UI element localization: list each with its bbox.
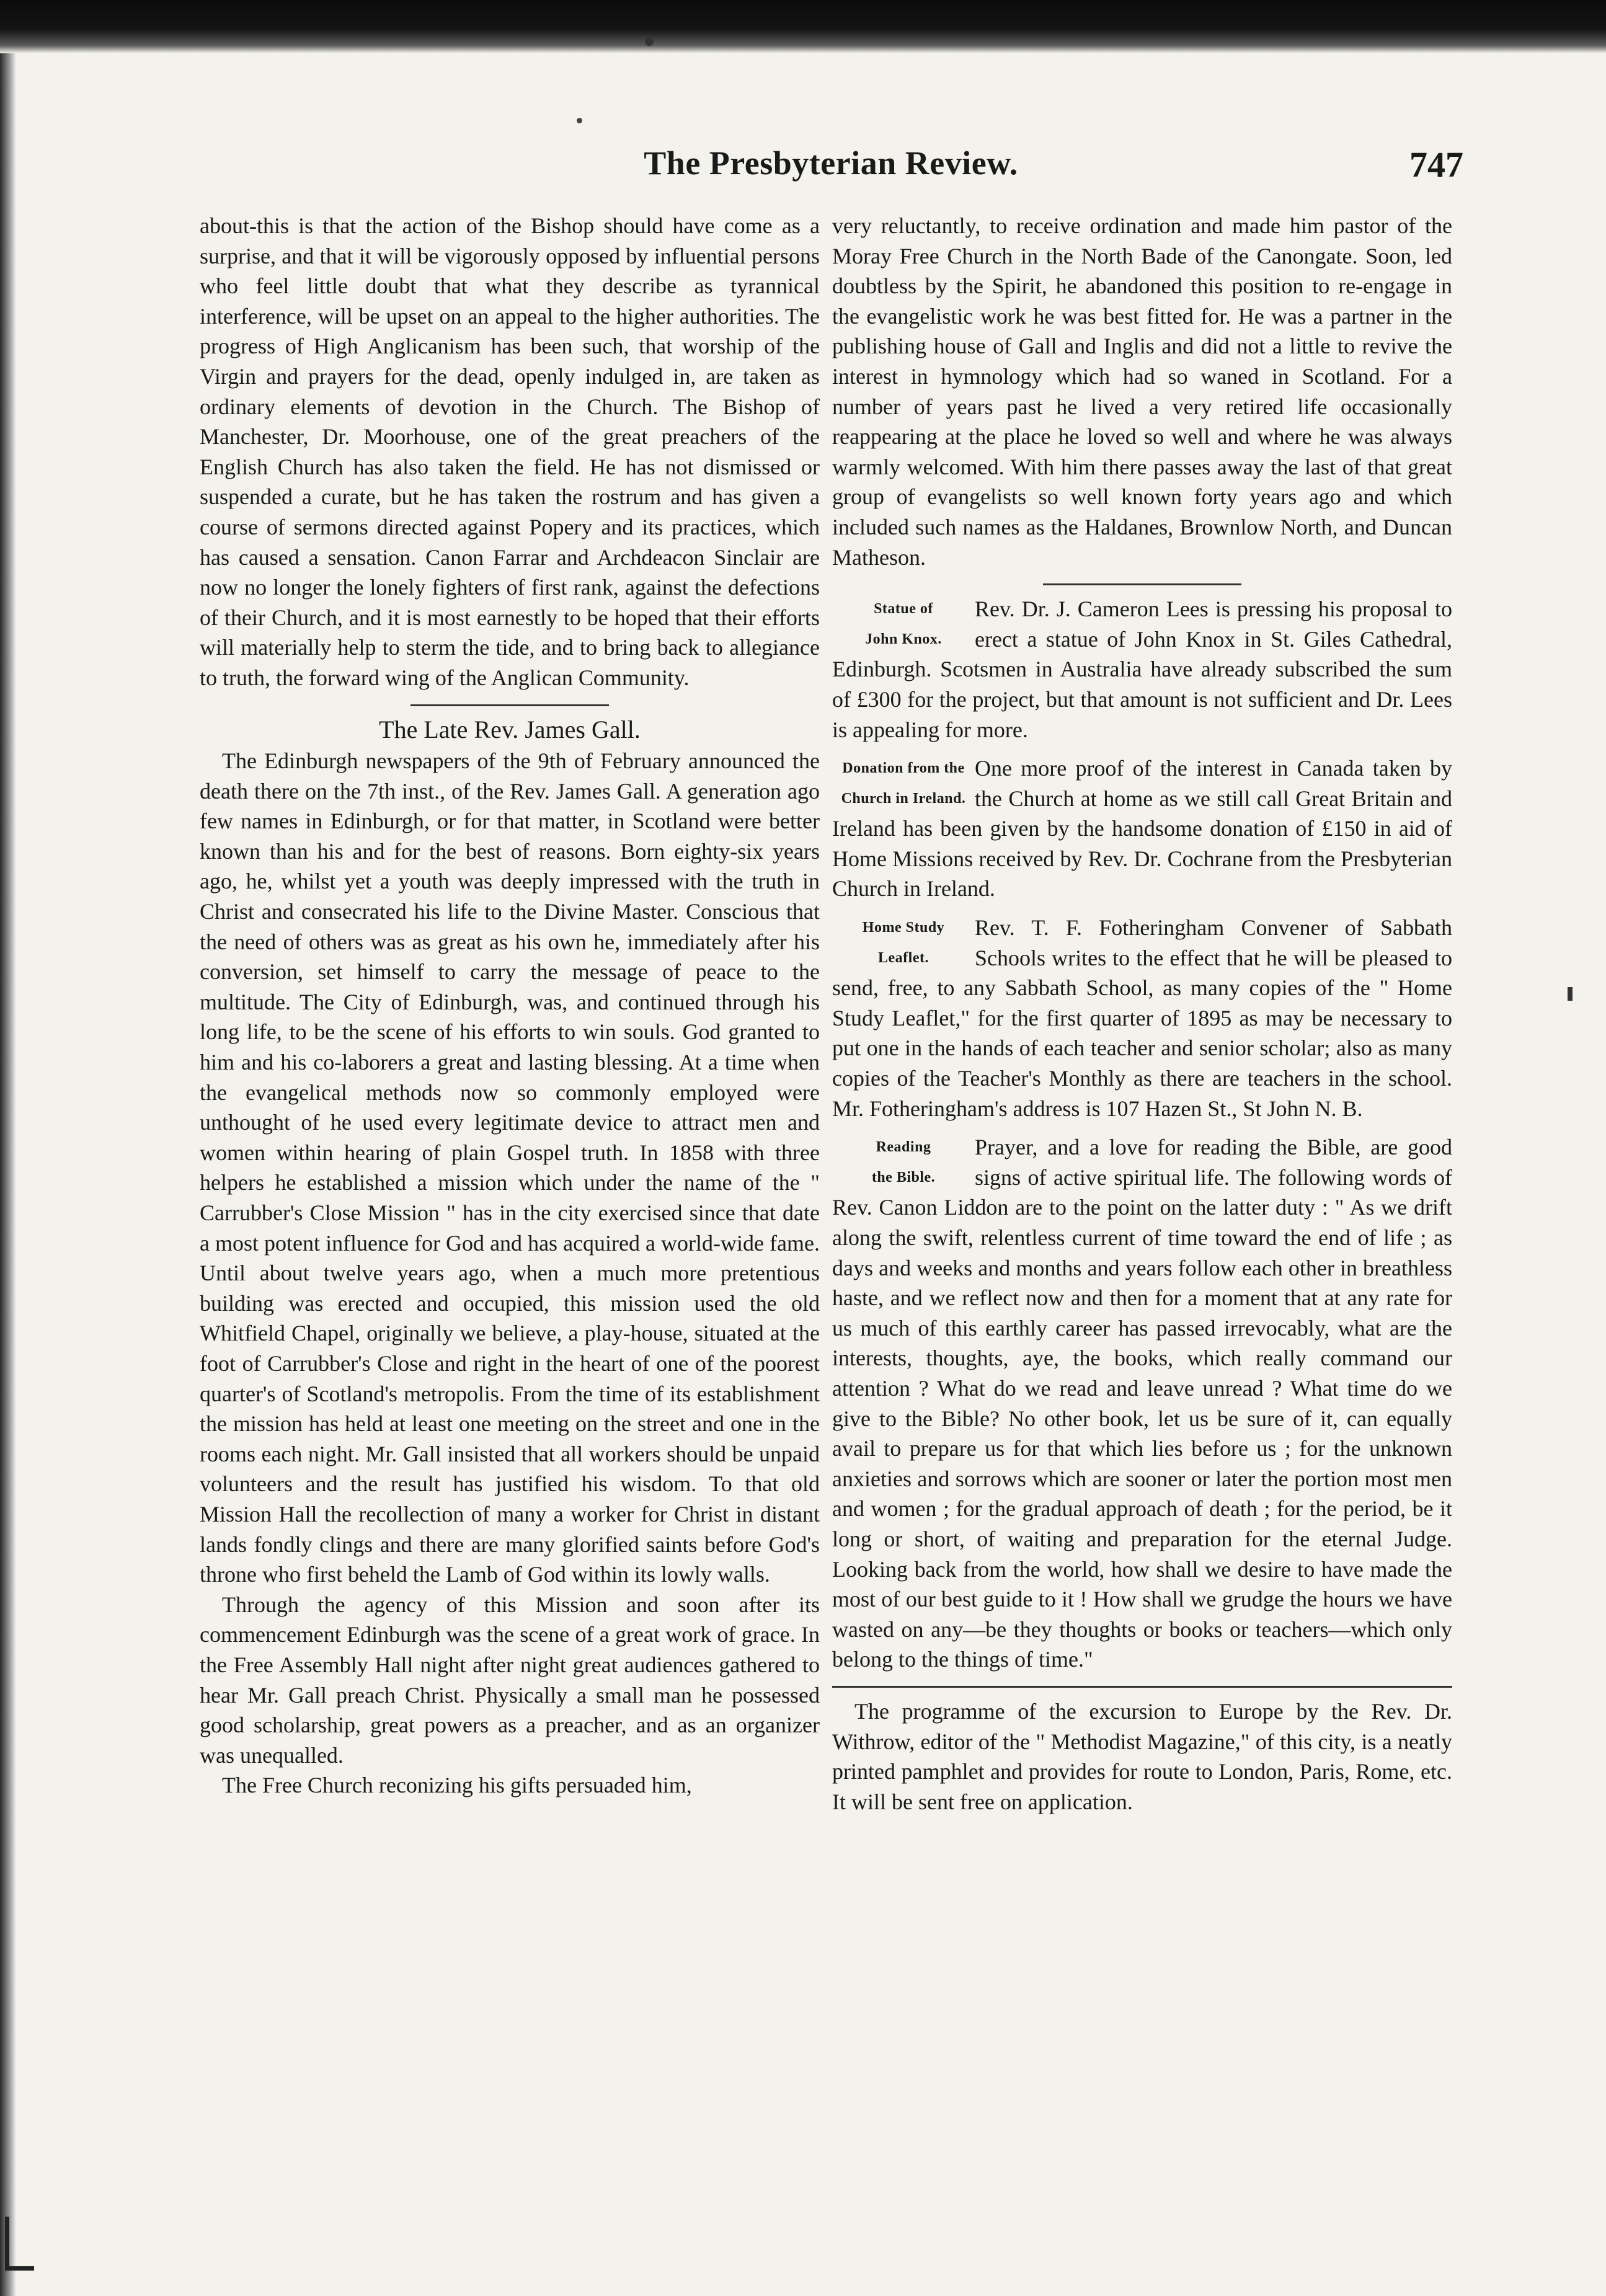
running-head	[198, 144, 1463, 193]
marginal-heading	[832, 913, 975, 973]
marginal-heading	[832, 1132, 975, 1192]
scan-left-edge	[0, 53, 16, 2296]
page-number: 747	[1409, 144, 1463, 185]
section-divider	[832, 1686, 1452, 1688]
section-title: The Late Rev. James Gall.	[379, 715, 641, 743]
scan-top-edge	[0, 0, 1606, 53]
marginal-heading-line: Church in Ireland.	[841, 790, 966, 807]
closing-note	[832, 1696, 1452, 1817]
news-item-text: One more proof of the interest in Canada taken by the Church at home as we still call Great Britain and Ireland has been given by the handsome donation of £150 in aid of Home Missions received by Rev. Dr. Cochrane from the Presbyterian Church in Ireland.	[832, 756, 1452, 902]
news-item	[832, 753, 1452, 904]
ink-speck	[577, 118, 582, 123]
left-column	[200, 211, 820, 1801]
marginal-heading	[832, 753, 975, 813]
news-item	[832, 594, 1452, 745]
closing-note-text: The programme of the excursion to Europe by the Rev. Dr. Withrow, editor of the " Methodist Magazine," of this city, is a neatly printed pamphlet and provides for route to London, Paris, Rome, etc. It will be sent free on application.	[832, 1698, 1452, 1814]
marginal-heading-line: the Bible.	[871, 1169, 936, 1186]
ink-mark	[5, 2217, 34, 2271]
ink-speck	[1568, 987, 1573, 1001]
marginal-heading-line: Home Study	[862, 920, 945, 936]
marginal-heading-line: Statue of	[874, 601, 933, 618]
article-continuation: about-this is that the action of the Bishop should have come as a surprise, and that it will be vigorously opposed by influential persons who feel little doubt that what they describe as tyrannical interference, will be upset on an appeal to the higher authorities. The progress of High Anglicanism has been such, that worship of the Virgin and prayers for the dead, openly indulged in, are taken as ordinary elements of devotion in the Church. The Bishop of Manchester, Dr. Moorhouse, one of the great preachers of the English Church has also taken the field. He has not dismissed or suspended a curate, but he has taken the rostrum and has given a course of sermons directed against Popery and its practices, which has caused a sensation. Canon Farrar and Archdeacon Sinclair are now no longer the lonely fighters of first rank, against the defections of their Church, and it is most earnestly to be hoped that their efforts will materially help to sterm the tide, and to bring back to allegiance to truth, the forward wing of the Anglican Community.	[200, 213, 820, 690]
article-continuation: very reluctantly, to receive ordination and made him pastor of the Moray Free Church in the North Bade of the Canongate. Soon, led doubtless by the Spirit, he abandoned this position to re-engage in the evangelistic work he was best fitted for. He was a partner in the publishing house of Gall and Inglis and did not a little to revive the interest in hymnology which had so waned in Scotland. For a number of years past he lived a very retired life occasionally reappearing at the place he loved so well and where he was always warmly welcomed. With him there passes away the last of that great group of evangelists so well known forty years ago and which included such names as the Haldanes, Brownlow North, and Duncan Matheson.	[832, 213, 1452, 570]
news-item	[832, 1132, 1452, 1675]
news-item-text: Rev. T. F. Fotheringham Convener of Sabbath Schools writes to the effect that he will be pleased to send, free, to any Sabbath School, as many copies of the " Home Study Leaflet," for the first quarter of 1895 as may be necessary to put one in the hands of each teacher and senior scholar; also as many copies of the Teacher's Monthly as there are teachers in the school. Mr. Fotheringham's address is 107 Hazen St., St John N. B.	[832, 915, 1452, 1121]
journal-title: The Presbyterian Review.	[644, 144, 1018, 182]
marginal-heading-line: Leaflet.	[878, 949, 929, 966]
article-paragraph: The Edinburgh newspapers of the 9th of February announced the death there on the 7th inst., of the Rev. James Gall. A generation ago few names in Edinburgh, or for that matter, in Scotland were better known than his and for the best of reasons. Born eighty-six years ago, he, whilst yet a youth was deeply impressed with the truth in Christ and consecrated his life to the Divine Master. Conscious that the need of others was as great as his own he, immediately after his conversion, set himself to carry the message of peace to the multitude. The City of Edinburgh, was, and continued through his long life, to be the scene of his efforts to win souls. God granted to him and his co-laborers a great and lasting blessing. At a time when the evangelical methods now so commonly employed were unthought of he used every legitimate device to attract men and women within hearing of plain Gospel truth. In 1858 with three helpers he established a mission which under the name of the " Carrubber's Close Mission " has in the city exercised since that date a most potent influence for God and has acquired a world-wide fame. Until about twelve years ago, when a much more pretentious building was erected and occupied, this mission used the old Whitfield Chapel, originally we believe, a play-house, situated at the foot of Carrubber's Close and right in the heart of one of the poorest quarter's of Scotland's metropolis. From the time of its establishment the mission has held at least one meeting on the street and one in the rooms each night. Mr. Gall insisted that all workers should be unpaid volunteers and the result has justified his wisdom. To that old Mission Hall the recollection of many a worker for Christ in distant lands fondly clings and there are many glorified saints before God's throne who first beheld the Lamb of God within its lowly walls.	[200, 748, 820, 1587]
article-paragraph: Through the agency of this Mission and soon after its commencement Edinburgh was the scene of a great work of grace. In the Free Assembly Hall night after night great audiences gathered to hear Mr. Gall preach Christ. Physically a small man he possessed good scholarship, great powers as a preacher, and as an organizer was unequalled.	[200, 1592, 820, 1768]
right-column	[832, 211, 1452, 1817]
news-item	[832, 913, 1452, 1124]
news-item-text: Prayer, and a love for reading the Bible, are good signs of active spiritual life. The following words of Rev. Canon Liddon are to the point on the latter duty : " As we drift along the swift, relentless current of time toward the end of life ; as days and weeks and months and years follow each other in breathless haste, and we reflect now and then for a moment that at any rate for us much of this earthly career has passed irrevocably, what are the interests, thoughts, aye, the books, which really command our attention ? What do we read and leave unread ? What time do we give to the Bible? No other book, let us be sure of it, can equally avail to prepare us for that which lies before us ; for the unknown anxieties and sorrows which are sooner or later the portion most men and women ; for the gradual approach of death ; for the period, be it long or short, of waiting and preparation for the eternal Judge. Looking back from the world, how shall we desire to have made the most of our best guide to it ! How shall we grudge the hours we have wasted on any—be they thoughts or books or teachers—which only belong to the things of time."	[832, 1135, 1452, 1672]
marginal-heading-line: Reading	[876, 1139, 931, 1156]
marginal-heading-line: John Knox.	[865, 631, 942, 647]
section-divider	[1043, 583, 1241, 585]
marginal-heading-line: Donation from the	[842, 760, 965, 777]
marginal-heading	[832, 594, 975, 654]
ink-speck	[645, 37, 654, 46]
section-divider	[410, 704, 609, 706]
news-item-text: Rev. Dr. J. Cameron Lees is pressing his proposal to erect a statue of John Knox in St. Giles Cathedral, Edinburgh. Scotsmen in Australia have already subscribed the sum of £300 for the project, but that amount is not sufficient and Dr. Lees is appealing for more.	[832, 596, 1452, 742]
article-paragraph: The Free Church reconizing his gifts persuaded him,	[222, 1773, 692, 1798]
